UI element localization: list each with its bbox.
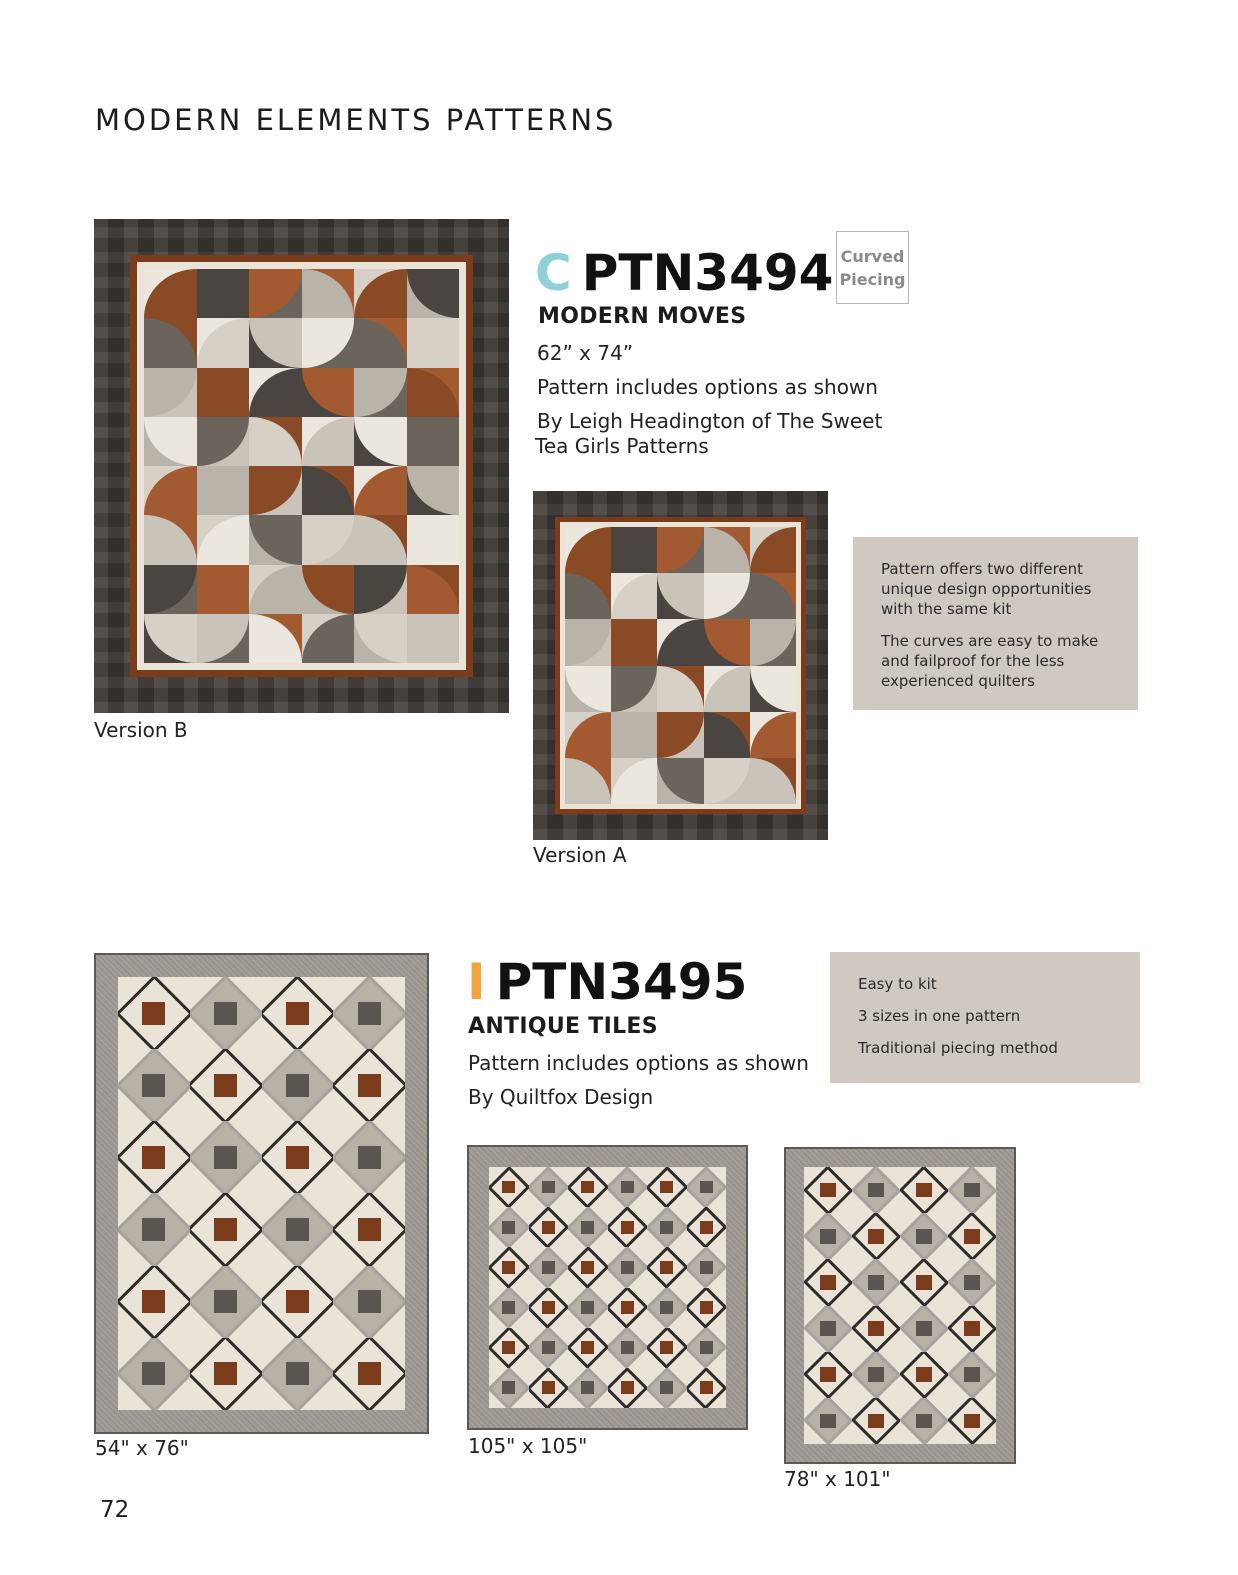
quilt-block [750, 573, 796, 619]
quilt-block [118, 1049, 190, 1121]
quilt-block [262, 1193, 334, 1265]
callout-text: Traditional piecing method [858, 1039, 1058, 1057]
quilt-block [565, 527, 611, 573]
pattern-options: Pattern includes options as shown [468, 1051, 809, 1075]
quilt-block [565, 712, 611, 758]
quilt-block [529, 1328, 569, 1368]
quilt-block [568, 1207, 608, 1247]
quilt-block [407, 368, 460, 417]
quilt-block [249, 515, 302, 564]
quilt-block [948, 1306, 996, 1352]
quilt-block [647, 1368, 687, 1408]
category-letter: C [535, 244, 572, 302]
size-caption-54x76: 54" x 76" [95, 1436, 189, 1460]
quilt-block [190, 1121, 262, 1193]
quilt-block [687, 1167, 727, 1207]
quilt-block [657, 619, 703, 665]
quilt-image-54x76 [94, 953, 429, 1434]
quilt-block [900, 1259, 948, 1305]
quilt-block [190, 1193, 262, 1265]
quilt-block [118, 1193, 190, 1265]
size-caption-78x101: 78" x 101" [784, 1467, 891, 1491]
quilt-block [611, 619, 657, 665]
quilt-block [249, 318, 302, 367]
quilt-block [144, 466, 197, 515]
quilt-block [687, 1207, 727, 1247]
quilt-block [197, 368, 250, 417]
quilt-block [529, 1247, 569, 1287]
quilt-block [354, 269, 407, 318]
quilt-block [407, 417, 460, 466]
quilt-block [657, 666, 703, 712]
quilt-block [804, 1398, 852, 1444]
quilt-block [407, 515, 460, 564]
quilt-block [704, 573, 750, 619]
quilt-block [333, 1266, 405, 1338]
quilt-block [302, 417, 355, 466]
quilt-block [333, 1338, 405, 1410]
quilt-block [197, 466, 250, 515]
quilt-block [608, 1288, 648, 1328]
callout-text: Pattern offers two different unique design opportunities with the same kit [881, 560, 1092, 618]
quilt-block [249, 269, 302, 318]
quilt-block [611, 712, 657, 758]
quilt-block [657, 712, 703, 758]
version-a-caption: Version A [533, 843, 627, 867]
quilt-block [354, 417, 407, 466]
quilt-block [687, 1328, 727, 1368]
quilt-block [333, 1121, 405, 1193]
quilt-block [565, 573, 611, 619]
quilt-block [900, 1306, 948, 1352]
quilt-block [568, 1368, 608, 1408]
quilt-block [407, 565, 460, 614]
quilt-block [262, 1049, 334, 1121]
quilt-block [948, 1259, 996, 1305]
quilt-block [262, 1121, 334, 1193]
quilt-block [333, 1193, 405, 1265]
callout-text: Easy to kit [858, 975, 937, 993]
quilt-block [249, 466, 302, 515]
quilt-block [407, 318, 460, 367]
quilt-block [608, 1328, 648, 1368]
quilt-block [190, 1049, 262, 1121]
pattern-designer-line-2: Tea Girls Patterns [535, 434, 709, 458]
quilt-block [704, 619, 750, 665]
quilt-block [852, 1306, 900, 1352]
page-title: MODERN ELEMENTS PATTERNS [95, 103, 617, 137]
quilt-block [354, 565, 407, 614]
quilt-block [647, 1288, 687, 1328]
quilt-block [262, 1338, 334, 1410]
quilt-block [750, 758, 796, 804]
quilt-block [333, 1049, 405, 1121]
quilt-block [608, 1167, 648, 1207]
quilt-block [489, 1207, 529, 1247]
quilt-block [354, 318, 407, 367]
quilt-block [704, 712, 750, 758]
pattern-code-header [467, 953, 747, 1011]
quilt-block [354, 466, 407, 515]
curved-piecing-badge [836, 231, 909, 304]
quilt-block [948, 1213, 996, 1259]
quilt-block [565, 758, 611, 804]
quilt-block [249, 368, 302, 417]
badge-line-1: Curved [840, 247, 905, 266]
quilt-block [197, 614, 250, 663]
quilt-block [407, 466, 460, 515]
quilt-block [118, 977, 190, 1049]
quilt-block [647, 1247, 687, 1287]
pattern-code: PTN3494 [581, 244, 834, 302]
quilt-block [568, 1167, 608, 1207]
quilt-block [262, 977, 334, 1049]
quilt-block [611, 573, 657, 619]
pattern-name: MODERN MOVES [538, 304, 747, 329]
quilt-block [529, 1167, 569, 1207]
quilt-block [608, 1247, 648, 1287]
quilt-block [144, 318, 197, 367]
version-b-caption: Version B [94, 718, 188, 742]
pattern-size: 62” x 74” [537, 341, 634, 365]
quilt-block [568, 1247, 608, 1287]
quilt-block [750, 527, 796, 573]
page-number: 72 [100, 1497, 130, 1523]
quilt-block [687, 1247, 727, 1287]
quilt-block [197, 515, 250, 564]
quilt-block [249, 614, 302, 663]
pattern-options: Pattern includes options as shown [537, 375, 878, 399]
quilt-block [948, 1167, 996, 1213]
quilt-block [489, 1288, 529, 1328]
pattern-code-header [535, 244, 833, 302]
quilt-block [852, 1259, 900, 1305]
quilt-block [197, 417, 250, 466]
quilt-block [144, 614, 197, 663]
quilt-block [190, 1338, 262, 1410]
quilt-block [197, 318, 250, 367]
pattern-designer-line-1: By Leigh Headington of The Sweet [537, 409, 883, 433]
quilt-block [687, 1368, 727, 1408]
quilt-block [565, 666, 611, 712]
quilt-image-78x101 [784, 1147, 1016, 1464]
quilt-block [529, 1207, 569, 1247]
quilt-block [852, 1352, 900, 1398]
quilt-block [529, 1368, 569, 1408]
quilt-block [489, 1247, 529, 1287]
quilt-block [489, 1368, 529, 1408]
quilt-block [407, 269, 460, 318]
quilt-block [704, 758, 750, 804]
quilt-image-version-a [533, 491, 828, 840]
quilt-block [190, 1266, 262, 1338]
quilt-block [302, 565, 355, 614]
quilt-block [647, 1328, 687, 1368]
quilt-block [647, 1167, 687, 1207]
quilt-block [144, 417, 197, 466]
quilt-block [197, 565, 250, 614]
quilt-block [804, 1352, 852, 1398]
quilt-block [333, 977, 405, 1049]
quilt-block [190, 977, 262, 1049]
quilt-block [750, 666, 796, 712]
quilt-block [750, 619, 796, 665]
quilt-block [302, 614, 355, 663]
quilt-block [750, 712, 796, 758]
quilt-block [608, 1207, 648, 1247]
quilt-block [804, 1213, 852, 1259]
quilt-block [529, 1288, 569, 1328]
quilt-block [657, 758, 703, 804]
quilt-block [262, 1266, 334, 1338]
quilt-block [804, 1259, 852, 1305]
quilt-block [900, 1213, 948, 1259]
pattern-code: PTN3495 [495, 953, 748, 1011]
quilt-block [852, 1167, 900, 1213]
quilt-block [489, 1167, 529, 1207]
quilt-block [249, 565, 302, 614]
quilt-block [568, 1288, 608, 1328]
quilt-block [144, 368, 197, 417]
quilt-block [302, 515, 355, 564]
quilt-block [611, 527, 657, 573]
quilt-block [407, 614, 460, 663]
pattern-designer: By Quiltfox Design [468, 1085, 654, 1109]
quilt-block [118, 1338, 190, 1410]
quilt-block [704, 666, 750, 712]
quilt-block [144, 269, 197, 318]
quilt-block [118, 1266, 190, 1338]
quilt-block [302, 368, 355, 417]
callout-text: The curves are easy to make and failproof for the less experienced quilters [881, 632, 1099, 690]
quilt-block [611, 758, 657, 804]
quilt-block [647, 1207, 687, 1247]
pattern-callout-box [830, 952, 1140, 1083]
quilt-block [900, 1352, 948, 1398]
quilt-block [118, 1121, 190, 1193]
quilt-image-version-b [94, 219, 509, 713]
quilt-block [948, 1352, 996, 1398]
quilt-block [900, 1398, 948, 1444]
size-caption-105x105: 105" x 105" [468, 1434, 588, 1458]
quilt-block [144, 565, 197, 614]
quilt-block [611, 666, 657, 712]
quilt-block [948, 1398, 996, 1444]
quilt-block [197, 269, 250, 318]
callout-text: 3 sizes in one pattern [858, 1007, 1021, 1025]
quilt-block [657, 573, 703, 619]
quilt-block [302, 269, 355, 318]
quilt-block [900, 1167, 948, 1213]
pattern-callout-box [853, 537, 1138, 710]
quilt-block [704, 527, 750, 573]
quilt-block [804, 1167, 852, 1213]
quilt-block [608, 1368, 648, 1408]
quilt-image-105x105 [467, 1145, 748, 1430]
quilt-block [657, 527, 703, 573]
badge-line-2: Piecing [839, 270, 906, 289]
quilt-block [302, 318, 355, 367]
quilt-block [354, 368, 407, 417]
quilt-block [249, 417, 302, 466]
quilt-block [852, 1213, 900, 1259]
quilt-block [489, 1328, 529, 1368]
quilt-block [354, 515, 407, 564]
quilt-block [804, 1306, 852, 1352]
quilt-block [852, 1398, 900, 1444]
category-letter: I [467, 953, 486, 1011]
quilt-block [568, 1328, 608, 1368]
quilt-block [354, 614, 407, 663]
quilt-block [302, 466, 355, 515]
quilt-block [687, 1288, 727, 1328]
quilt-block [144, 515, 197, 564]
quilt-block [565, 619, 611, 665]
pattern-name: ANTIQUE TILES [468, 1014, 658, 1039]
